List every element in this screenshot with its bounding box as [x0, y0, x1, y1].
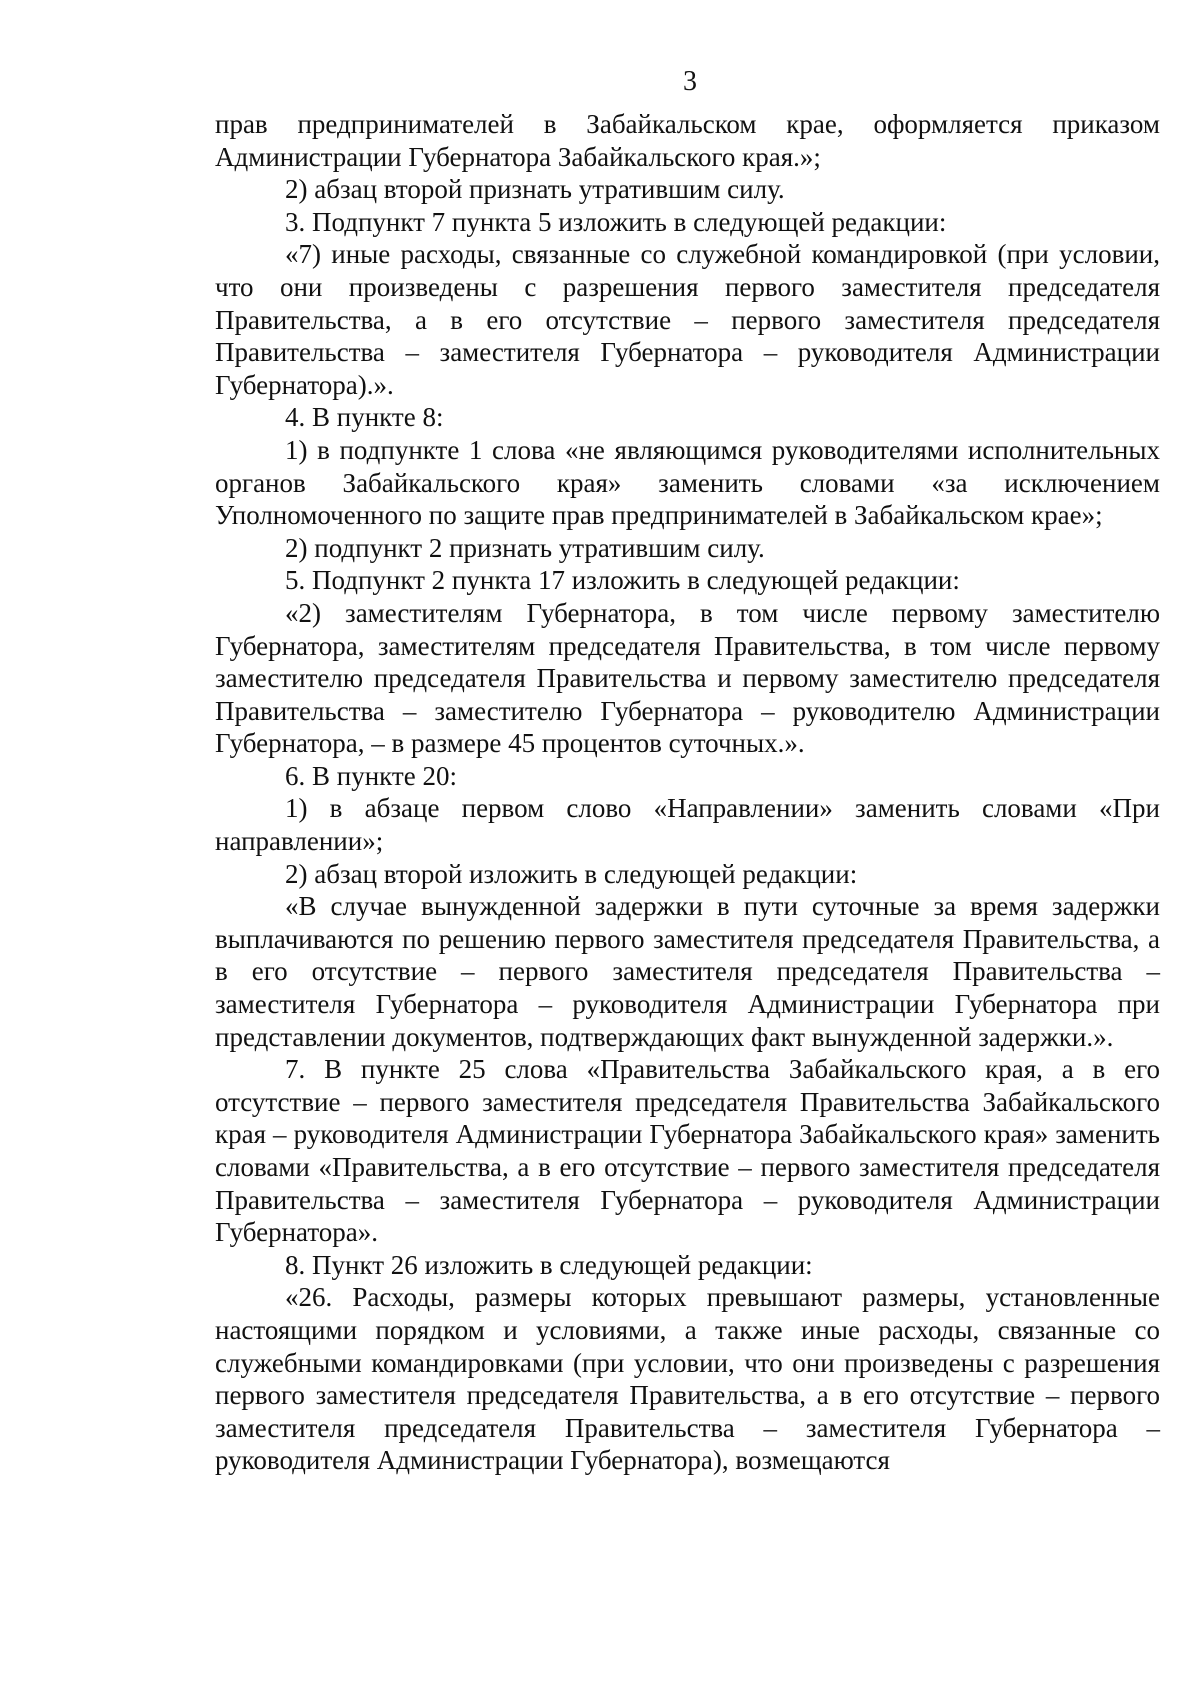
paragraph: 1) в подпункте 1 слова «не являющимся руководителями исполнительных органов Забайкальского края» заменить словами «за исключением Уполномоченного по защите прав предпринимателей в Забайкальском крае»;: [215, 434, 1160, 531]
paragraph: 3. Подпункт 7 пункта 5 изложить в следующей редакции:: [285, 206, 947, 237]
paragraph: 7. В пункте 25 слова «Правительства Забайкальского края, а в его отсутствие – первого заместителя председателя Правительства Забайкальского края – руководителя Администрации Губернатора Забайкальского края» заменить словами «Правительства, а в его отсутствие – первого заместителя председателя Правительства – заместителя Губернатора – руководителя Администрации Губернатора».: [215, 1054, 1160, 1248]
paragraph: 2) абзац второй изложить в следующей редакции:: [285, 858, 858, 889]
paragraph: 2) абзац второй признать утратившим силу.: [285, 174, 785, 205]
paragraph: «В случае вынужденной задержки в пути суточные за время задержки выплачиваются по решению первого заместителя председателя Правительства, а в его отсутствие – первого заместителя председателя Правительства – заместителя Губернатора – руководителя Администрации Губернатора при представлении документов, подтверждающих факт вынужденной задержки.».: [215, 891, 1160, 1052]
paragraph: «26. Расходы, размеры которых превышают размеры, установленные настоящими порядком и условиями, а также иные расходы, связанные со служебными командировками (при условии, что они произведены с разрешения первого заместителя председателя Правительства, а в его отсутствие – первого заместителя председателя Правительства – заместителя Губернатора – руководителя Администрации Губернатора), возмещаются: [215, 1282, 1160, 1476]
document-body: [215, 108, 1160, 1477]
paragraph: 2) подпункт 2 признать утратившим силу.: [285, 532, 765, 563]
page-number: 3: [683, 66, 697, 97]
paragraph: 8. Пункт 26 изложить в следующей редакции:: [285, 1249, 813, 1280]
paragraph: «7) иные расходы, связанные со служебной командировкой (при условии, что они произведены с разрешения первого заместителя председателя Правительства, а в его отсутствие – первого заместителя председателя Правительства – заместителя Губернатора – руководителя Администрации Губернатора).».: [215, 239, 1160, 400]
paragraph: 1) в абзаце первом слово «Направлении» заменить словами «При направлении»;: [215, 793, 1160, 857]
paragraph: 4. В пункте 8:: [285, 402, 444, 433]
paragraph: 5. Подпункт 2 пункта 17 изложить в следующей редакции:: [285, 565, 960, 596]
paragraph: 6. В пункте 20:: [285, 760, 457, 791]
paragraph: «2) заместителям Губернатора, в том числе первому заместителю Губернатора, заместителям председателя Правительства, в том числе первому заместителю председателя Правительства и первому заместителю председателя Правительства – заместителю Губернатора – руководителю Администрации Губернатора, – в размере 45 процентов суточных.».: [215, 597, 1160, 759]
paragraph-continuation: прав предпринимателей в Забайкальском крае, оформляется приказом Администрации Губернатора Забайкальского края.»;: [215, 109, 1160, 172]
